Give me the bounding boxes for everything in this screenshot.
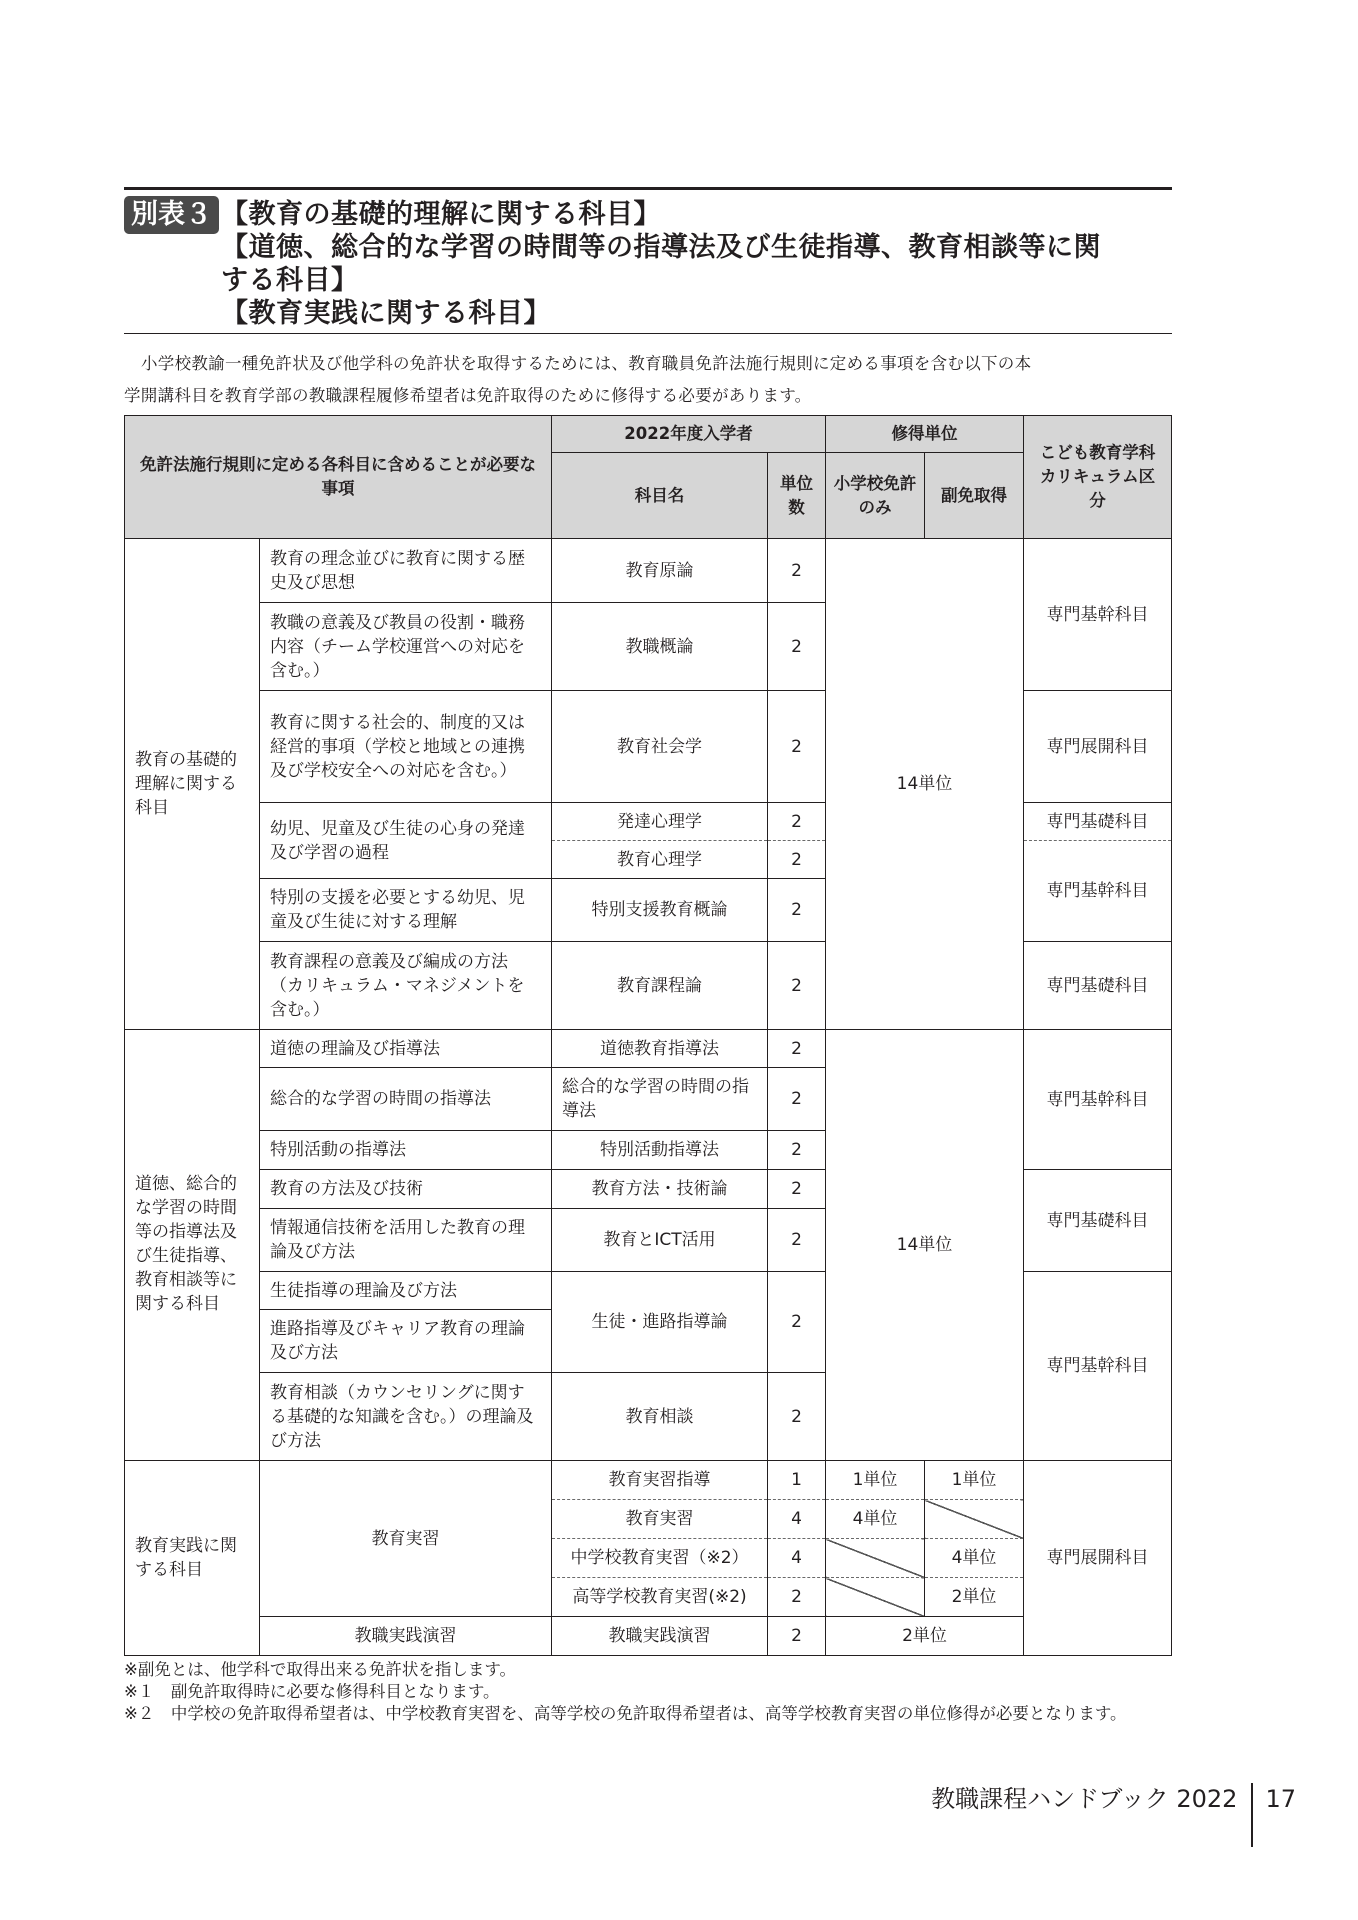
subject-s1-4b: 教育心理学 (552, 841, 768, 879)
subject-s1-6: 教育課程論 (552, 942, 768, 1030)
kodomo-s1-5: 専門基礎科目 (1024, 942, 1172, 1030)
subject-s2-1: 道徳教育指導法 (552, 1030, 768, 1068)
sub-s3-3: 4単位 (925, 1539, 1024, 1578)
category-s3: 教育実践に関する科目 (125, 1461, 260, 1656)
credits-s1-3: 2 (768, 691, 826, 803)
header-kodomo: こども教育学科カリキュラム区分 (1024, 416, 1172, 539)
header-sub-license: 副免取得 (925, 453, 1024, 539)
matter-s2-8: 教育相談（カウンセリングに関する基礎的な知識を含む。）の理論及び方法 (260, 1373, 552, 1461)
matter-s2-6: 生徒指導の理論及び方法 (260, 1272, 552, 1310)
matter-s1-6: 教育課程の意義及び編成の方法（カリキュラム・マネジメントを含む。） (260, 942, 552, 1030)
kodomo-s2-3: 専門基幹科目 (1024, 1272, 1172, 1461)
credits-s2-1: 2 (768, 1030, 826, 1068)
page-number: 17 (1265, 1785, 1296, 1813)
subject-s1-1: 教育原論 (552, 539, 768, 603)
credits-s1-4a: 2 (768, 803, 826, 841)
credits-s3-2: 4 (768, 1500, 826, 1539)
subject-s1-4a: 発達心理学 (552, 803, 768, 841)
matter-s1-5: 特別の支援を必要とする幼児、児童及び生徒に対する理解 (260, 879, 552, 942)
kodomo-s1-1: 専門基幹科目 (1024, 539, 1172, 691)
footer-separator (1251, 1783, 1253, 1847)
sub-s3-1: 1単位 (925, 1461, 1024, 1500)
elem-s3-4-blank (826, 1578, 925, 1617)
intro-paragraph (124, 348, 1174, 412)
credits-s2-3: 2 (768, 1131, 826, 1170)
category-s1: 教育の基礎的理解に関する科目 (125, 539, 260, 1030)
matter-s3-2: 教職実践演習 (260, 1617, 552, 1656)
title-line-1: 【教育の基礎的理解に関する科目】 (221, 199, 661, 230)
category-s2: 道徳、総合的な学習の時間等の指導法及び生徒指導、教育相談等に関する科目 (125, 1030, 260, 1461)
shutoku-s1: 14単位 (826, 539, 1024, 1030)
subject-s1-2: 教職概論 (552, 603, 768, 691)
credits-s3-5: 2 (768, 1617, 826, 1656)
handbook-title: 教職課程ハンドブック 2022 (931, 1785, 1238, 1813)
matter-s2-1: 道徳の理論及び指導法 (260, 1030, 552, 1068)
subject-s2-6: 生徒・進路指導論 (552, 1272, 768, 1373)
matter-s3-1: 教育実習 (260, 1461, 552, 1617)
matter-s1-1: 教育の理念並びに教育に関する歴史及び思想 (260, 539, 552, 603)
matter-s1-2: 教職の意義及び教員の役割・職務内容（チーム学校運営への対応を含む。） (260, 603, 552, 691)
shutoku-s3-5: 2単位 (826, 1617, 1024, 1656)
header-matters: 免許法施行規則に定める各科目に含めることが必要な事項 (125, 416, 552, 539)
intro-line-1: 小学校教諭一種免許状及び他学科の免許状を取得するためには、教育職員免許法施行規則に定める事項を含む以下の本 (141, 354, 1032, 373)
kodomo-s1-3: 専門基礎科目 (1024, 803, 1172, 841)
subject-s2-2: 総合的な学習の時間の指導法 (552, 1068, 768, 1131)
subject-s3-4: 高等学校教育実習(※2) (552, 1578, 768, 1617)
elem-s3-1: 1単位 (826, 1461, 925, 1500)
credits-s2-6: 2 (768, 1272, 826, 1373)
matter-s1-4: 幼児、児童及び生徒の心身の発達及び学習の過程 (260, 803, 552, 879)
credits-s2-8: 2 (768, 1373, 826, 1461)
header-subject: 科目名 (552, 453, 768, 539)
intro-line-2: 学開講科目を教育学部の教職課程履修希望者は免許取得のために修得する必要があります。 (124, 386, 812, 405)
subject-s3-3: 中学校教育実習（※2） (552, 1539, 768, 1578)
sub-s3-4: 2単位 (925, 1578, 1024, 1617)
title-line-3: する科目】 (221, 265, 359, 296)
credits-s2-5: 2 (768, 1209, 826, 1272)
elem-s3-2: 4単位 (826, 1500, 925, 1539)
header-shutoku: 修得単位 (826, 416, 1024, 453)
credits-s3-4: 2 (768, 1578, 826, 1617)
subject-s1-5: 特別支援教育概論 (552, 879, 768, 942)
matter-s2-5: 情報通信技術を活用した教育の理論及び方法 (260, 1209, 552, 1272)
credits-s2-2: 2 (768, 1068, 826, 1131)
credits-s2-4: 2 (768, 1170, 826, 1209)
header-credits: 単位数 (768, 453, 826, 539)
matter-s1-3: 教育に関する社会的、制度的又は経営的事項（学校と地域との連携及び学校安全への対応を含む。） (260, 691, 552, 803)
kodomo-s3: 専門展開科目 (1024, 1461, 1172, 1656)
subject-s2-5: 教育とICT活用 (552, 1209, 768, 1272)
course-table (124, 415, 1172, 1656)
elem-s3-3-blank (826, 1539, 925, 1578)
title-line-2: 【道徳、総合的な学習の時間等の指導法及び生徒指導、教育相談等に関 (221, 232, 1101, 263)
header-bottom-rule (124, 333, 1172, 334)
sub-s3-2-blank (925, 1500, 1024, 1539)
subject-s3-1: 教育実習指導 (552, 1461, 768, 1500)
shutoku-s2: 14単位 (826, 1030, 1024, 1461)
credits-s3-1: 1 (768, 1461, 826, 1500)
title-line-4: 【教育実践に関する科目】 (221, 298, 551, 329)
kodomo-s2-1: 専門基幹科目 (1024, 1030, 1172, 1170)
page-footer (931, 1783, 1296, 1847)
subject-s2-3: 特別活動指導法 (552, 1131, 768, 1170)
kodomo-s2-2: 専門基礎科目 (1024, 1170, 1172, 1272)
kodomo-s1-4: 専門基幹科目 (1024, 841, 1172, 942)
matter-s2-7: 進路指導及びキャリア教育の理論及び方法 (260, 1310, 552, 1373)
header-elem-only: 小学校免許のみ (826, 453, 925, 539)
subject-s3-2: 教育実習 (552, 1500, 768, 1539)
credits-s1-2: 2 (768, 603, 826, 691)
subject-s2-4: 教育方法・技術論 (552, 1170, 768, 1209)
footnotes (124, 1659, 1174, 1725)
table-number-badge: 別表３ (124, 196, 219, 234)
credits-s1-1: 2 (768, 539, 826, 603)
subject-s2-8: 教育相談 (552, 1373, 768, 1461)
credits-s1-5: 2 (768, 879, 826, 942)
subject-s1-3: 教育社会学 (552, 691, 768, 803)
matter-s2-3: 特別活動の指導法 (260, 1131, 552, 1170)
header-year: 2022年度入学者 (552, 416, 826, 453)
note-2: ※２ 中学校の免許取得希望者は、中学校教育実習を、高等学校の免許取得希望者は、高等学校教育実習の単位修得が必要となります。 (124, 1704, 1127, 1723)
matter-s2-2: 総合的な学習の時間の指導法 (260, 1068, 552, 1131)
subject-s3-5: 教職実践演習 (552, 1617, 768, 1656)
credits-s3-3: 4 (768, 1539, 826, 1578)
kodomo-s1-2: 専門展開科目 (1024, 691, 1172, 803)
credits-s1-4b: 2 (768, 841, 826, 879)
note-fukumen: ※副免とは、他学科で取得出来る免許状を指します。 (124, 1660, 517, 1679)
matter-s2-4: 教育の方法及び技術 (260, 1170, 552, 1209)
note-1: ※１ 副免許取得時に必要な修得科目となります。 (124, 1682, 500, 1701)
header-top-rule (124, 187, 1172, 190)
credits-s1-6: 2 (768, 942, 826, 1030)
